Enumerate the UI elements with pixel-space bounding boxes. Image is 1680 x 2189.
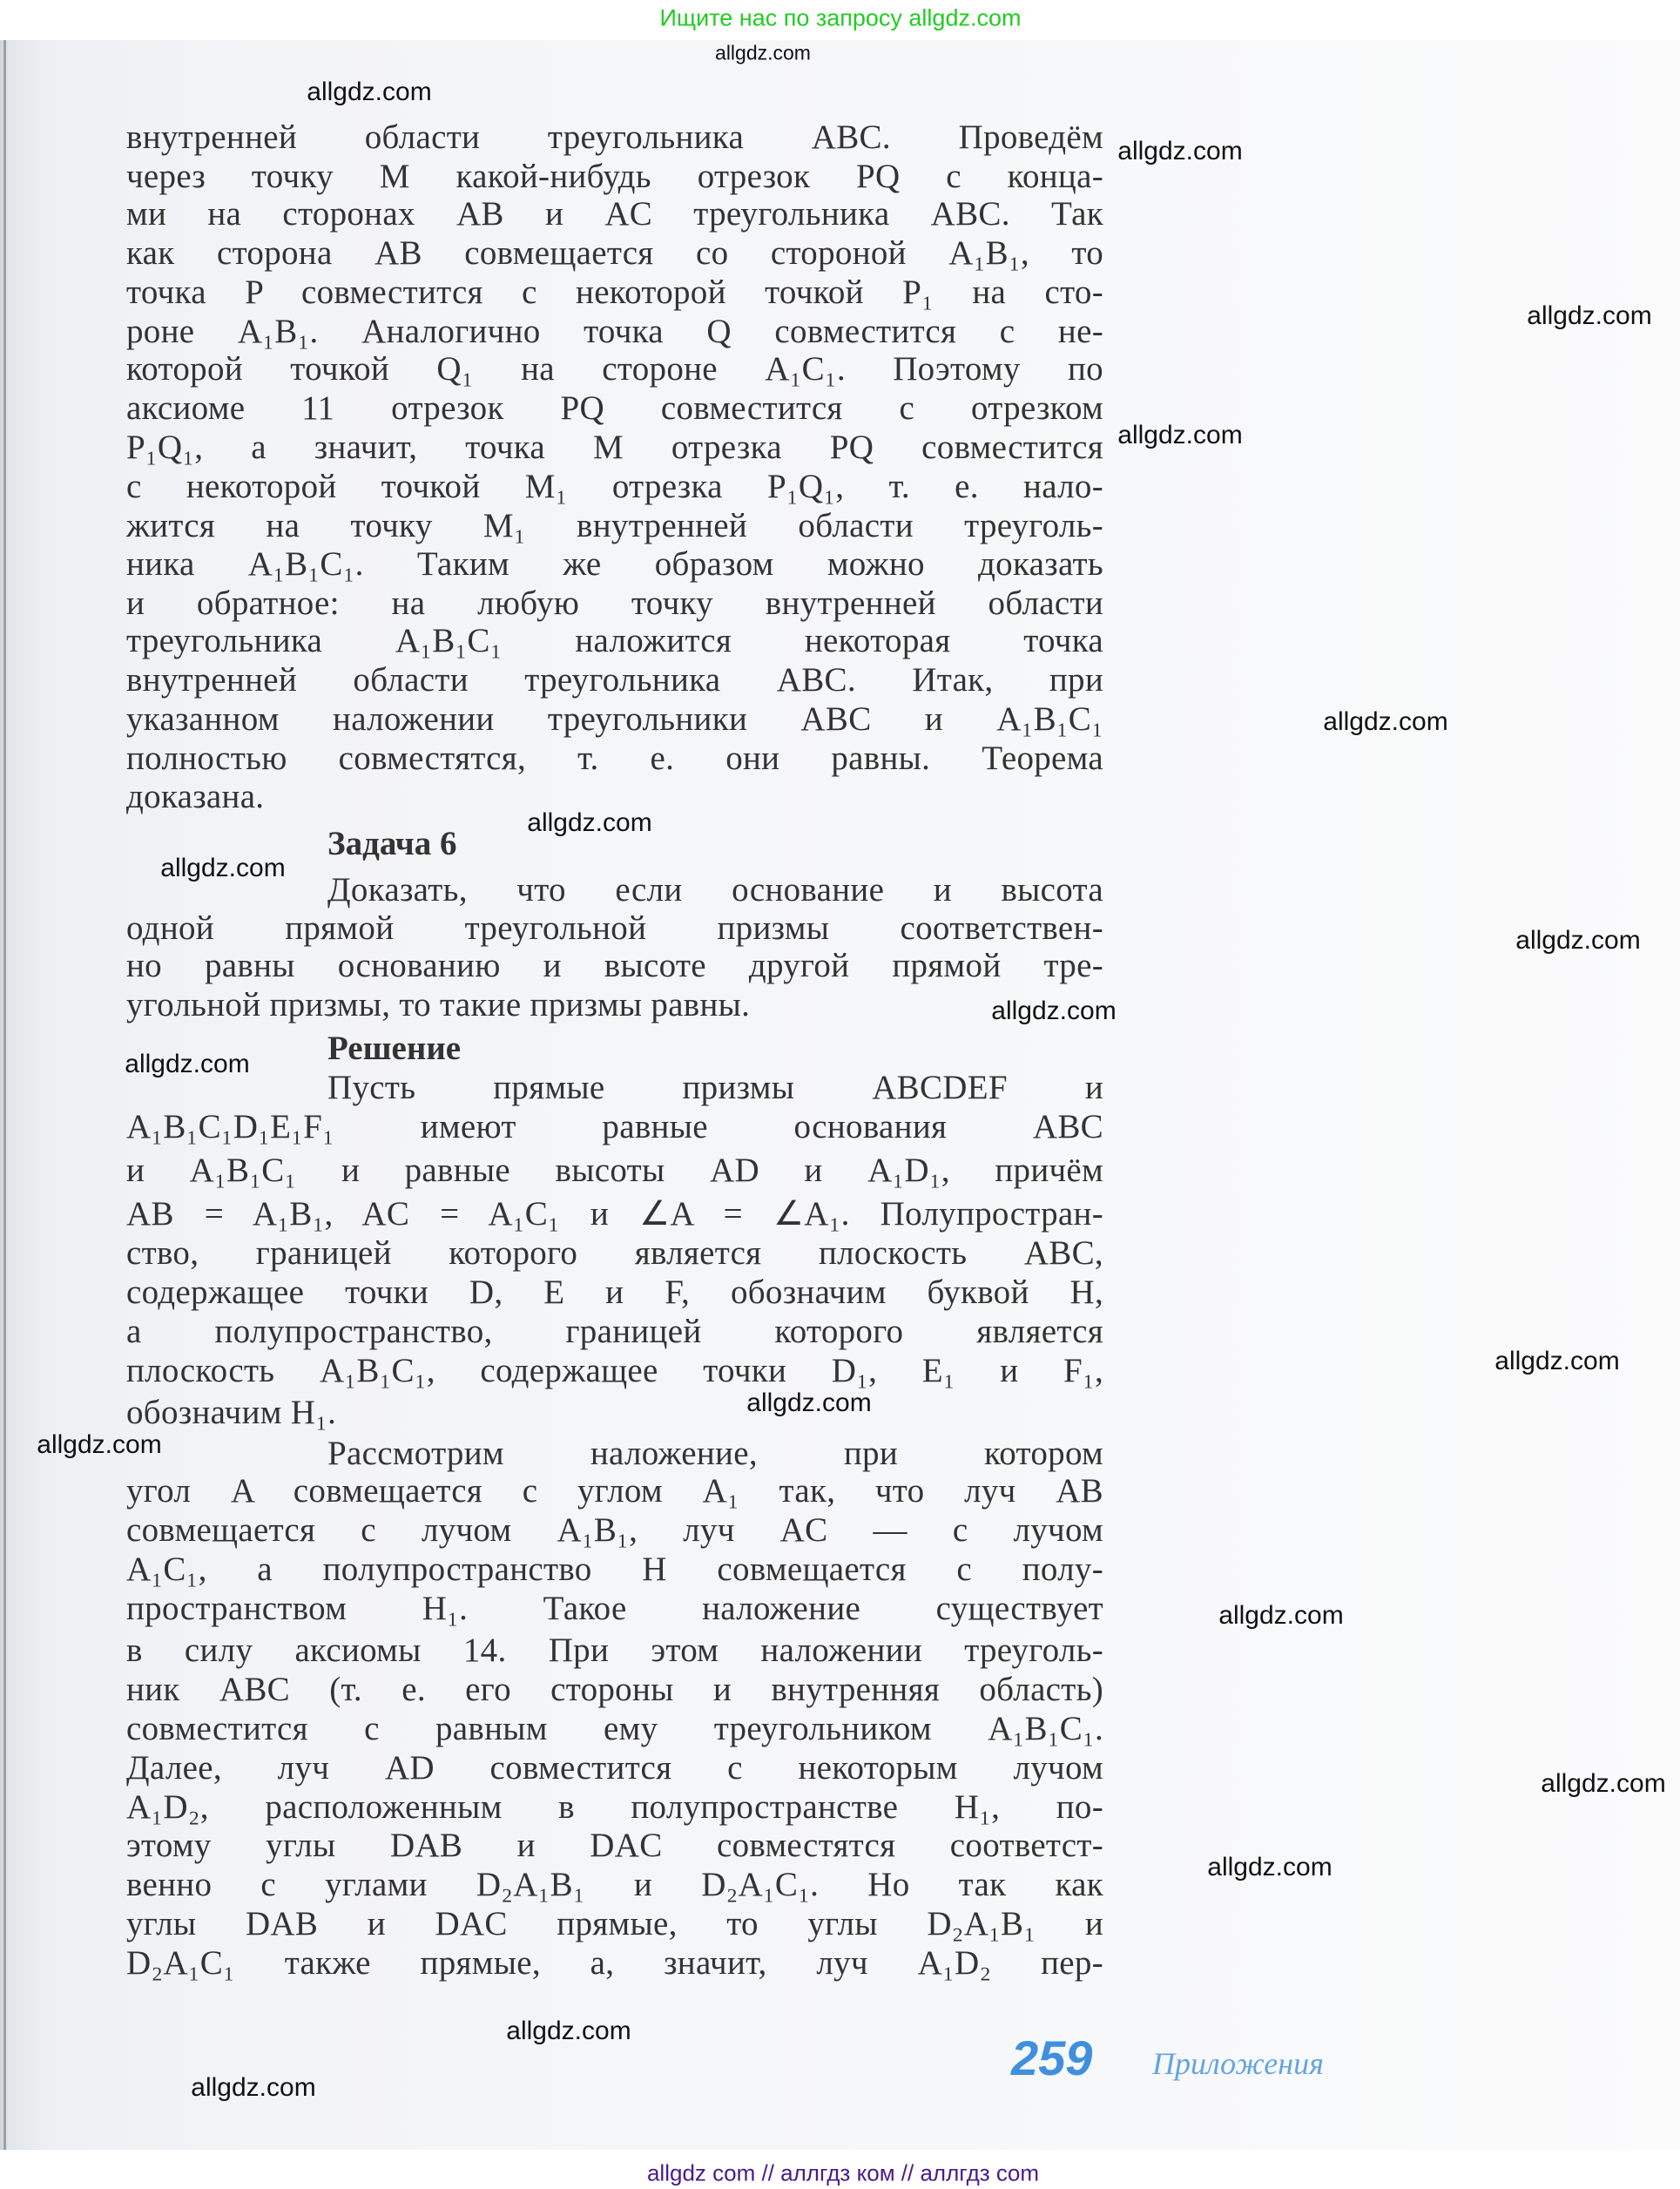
watermark: allgdz.com [991,997,1117,1025]
solution-line: углы DAB и DAC прямые, то углы D₂A₁B₁ и [126,1905,1103,1942]
watermark: allgdz.com [1207,1853,1333,1882]
solution-line: угол A совмещается с углом A₁ так, что луч AB [126,1472,1103,1510]
text-line: ника A₁B₁C₁. Таким же образом можно доказать [126,545,1103,583]
watermark: allgdz.com [1218,1601,1344,1630]
watermark: allgdz.com [1527,301,1652,330]
text-line: через точку M какой-нибудь отрезок PQ с конца- [126,158,1103,195]
solution-line: Далее, луч AD совместится с некоторым лучом [126,1749,1103,1787]
text-line: P₁Q₁, а значит, точка M отрезка PQ совместится [126,429,1103,466]
watermark: allgdz.com [125,1050,250,1078]
solution-line: плоскость A₁B₁C₁, содержащее точки D₁, E₁ и F₁, [126,1352,1103,1389]
solution-line: Рассмотрим наложение, при котором [327,1435,1103,1472]
solution-line: A₁D₂, расположенным в полупространстве H₁, по- [126,1788,1103,1826]
solution-line: ник ABC (т. е. его стороны и внутренняя область) [126,1671,1103,1708]
task-line: но равны основанию и высоте другой прямой тре- [126,947,1103,984]
solution-line: содержащее точки D, E и F, обозначим буквой H, [126,1274,1103,1311]
watermark: allgdz.com [37,1430,162,1459]
text-line: которой точкой Q₁ на стороне A₁C₁. Поэтому по [126,350,1103,388]
page-number: 259 [1011,2030,1093,2085]
watermark: allgdz.com [191,2073,316,2102]
solution-line: AB = A₁B₁, AC = A₁C₁ и ∠A = ∠A₁. Полупростран- [126,1195,1103,1233]
text-line: ми на сторонах AB и AC треугольника ABC. Так [126,195,1103,233]
solution-line: обозначим H₁. [126,1394,337,1431]
watermark: allgdz.com [1323,707,1448,736]
solution-line: в силу аксиомы 14. При этом наложении треуголь- [126,1632,1103,1669]
text-line: точка P совместится с некоторой точкой P₁ на сто- [126,274,1103,311]
solution-line: и A₁B₁C₁ и равные высоты AD и A₁D₁, причём [126,1152,1103,1189]
text-line: треугольника A₁B₁C₁ наложится некоторая точка [126,622,1103,659]
text-line: жится на точку M₁ внутренней области треуголь- [126,507,1103,544]
text-line: как сторона AB совмещается со стороной A₁B₁, то [126,234,1103,272]
watermark: allgdz.com [160,854,286,882]
solution-line: ство, границей которого является плоскость ABC, [126,1234,1103,1272]
solution-line: венно с углами D₂A₁B₁ и D₂A₁C₁. Но так как [126,1866,1103,1903]
watermark: allgdz.com [715,41,811,64]
text-line: внутренней области треугольника ABC. Итак, при [126,661,1103,699]
solution-line: совмещается с лучом A₁B₁, луч AC — с лучом [126,1511,1103,1549]
task-line: угольной призмы, то такие призмы равны. [126,986,751,1024]
solution-heading: Решение [327,1030,462,1067]
solution-line: а полупространство, границей которого является [126,1313,1103,1350]
watermark: allgdz.com [1515,926,1641,955]
watermark: allgdz.com [1117,137,1243,166]
solution-line: D₂A₁C₁ также прямые, а, значит, луч A₁D₂ пер- [126,1944,1103,1982]
task-line: одной прямой треугольной призмы соответствен- [126,909,1103,947]
watermark: allgdz.com [1541,1769,1666,1798]
text-line: и обратное: на любую точку внутренней области [126,584,1103,622]
text-line: указанном наложении треугольники ABC и A₁B₁C₁ [126,700,1103,738]
watermark: allgdz.com [746,1388,872,1417]
watermark: allgdz.com [506,2017,631,2045]
text-line: с некоторой точкой M₁ отрезка P₁Q₁, т. е. нало- [126,468,1103,505]
text-line: аксиоме 11 отрезок PQ совместится с отрезком [126,389,1103,427]
task-heading: Задача 6 [327,825,457,862]
solution-line: пространством H₁. Такое наложение существует [126,1590,1103,1627]
solution-line: Пусть прямые призмы ABCDEF и [327,1069,1103,1106]
watermark: allgdz.com [1494,1347,1620,1375]
watermark: allgdz.com [527,808,652,837]
top-banner-link[interactable]: Ищите нас по запросу allgdz.com [659,4,1022,31]
text-line: полностью совместятся, т. е. они равны. Теорема [126,740,1103,777]
solution-line: этому углы DAB и DAC совместятся соответст- [126,1827,1103,1864]
solution-line: A₁C₁, а полупространство H совмещается с полу- [126,1551,1103,1588]
solution-line: совместится с равным ему треугольником A₁B₁C₁. [126,1710,1103,1747]
watermark: allgdz.com [1117,421,1243,449]
section-title: Приложения [1152,2046,1324,2081]
solution-line: A₁B₁C₁D₁E₁F₁ имеют равные основания ABC [126,1108,1103,1145]
text-line: внутренней области треугольника ABC. Проведём [126,118,1103,156]
bottom-banner-link[interactable]: allgdz com // аллгдз ком // аллгдз com [646,2159,1040,2186]
text-line: роне A₁B₁. Аналогично точка Q совместится с не- [126,313,1103,350]
watermark: allgdz.com [307,78,432,106]
task-line: Доказать, что если основание и высота [327,871,1103,909]
text-line: доказана. [126,778,265,815]
